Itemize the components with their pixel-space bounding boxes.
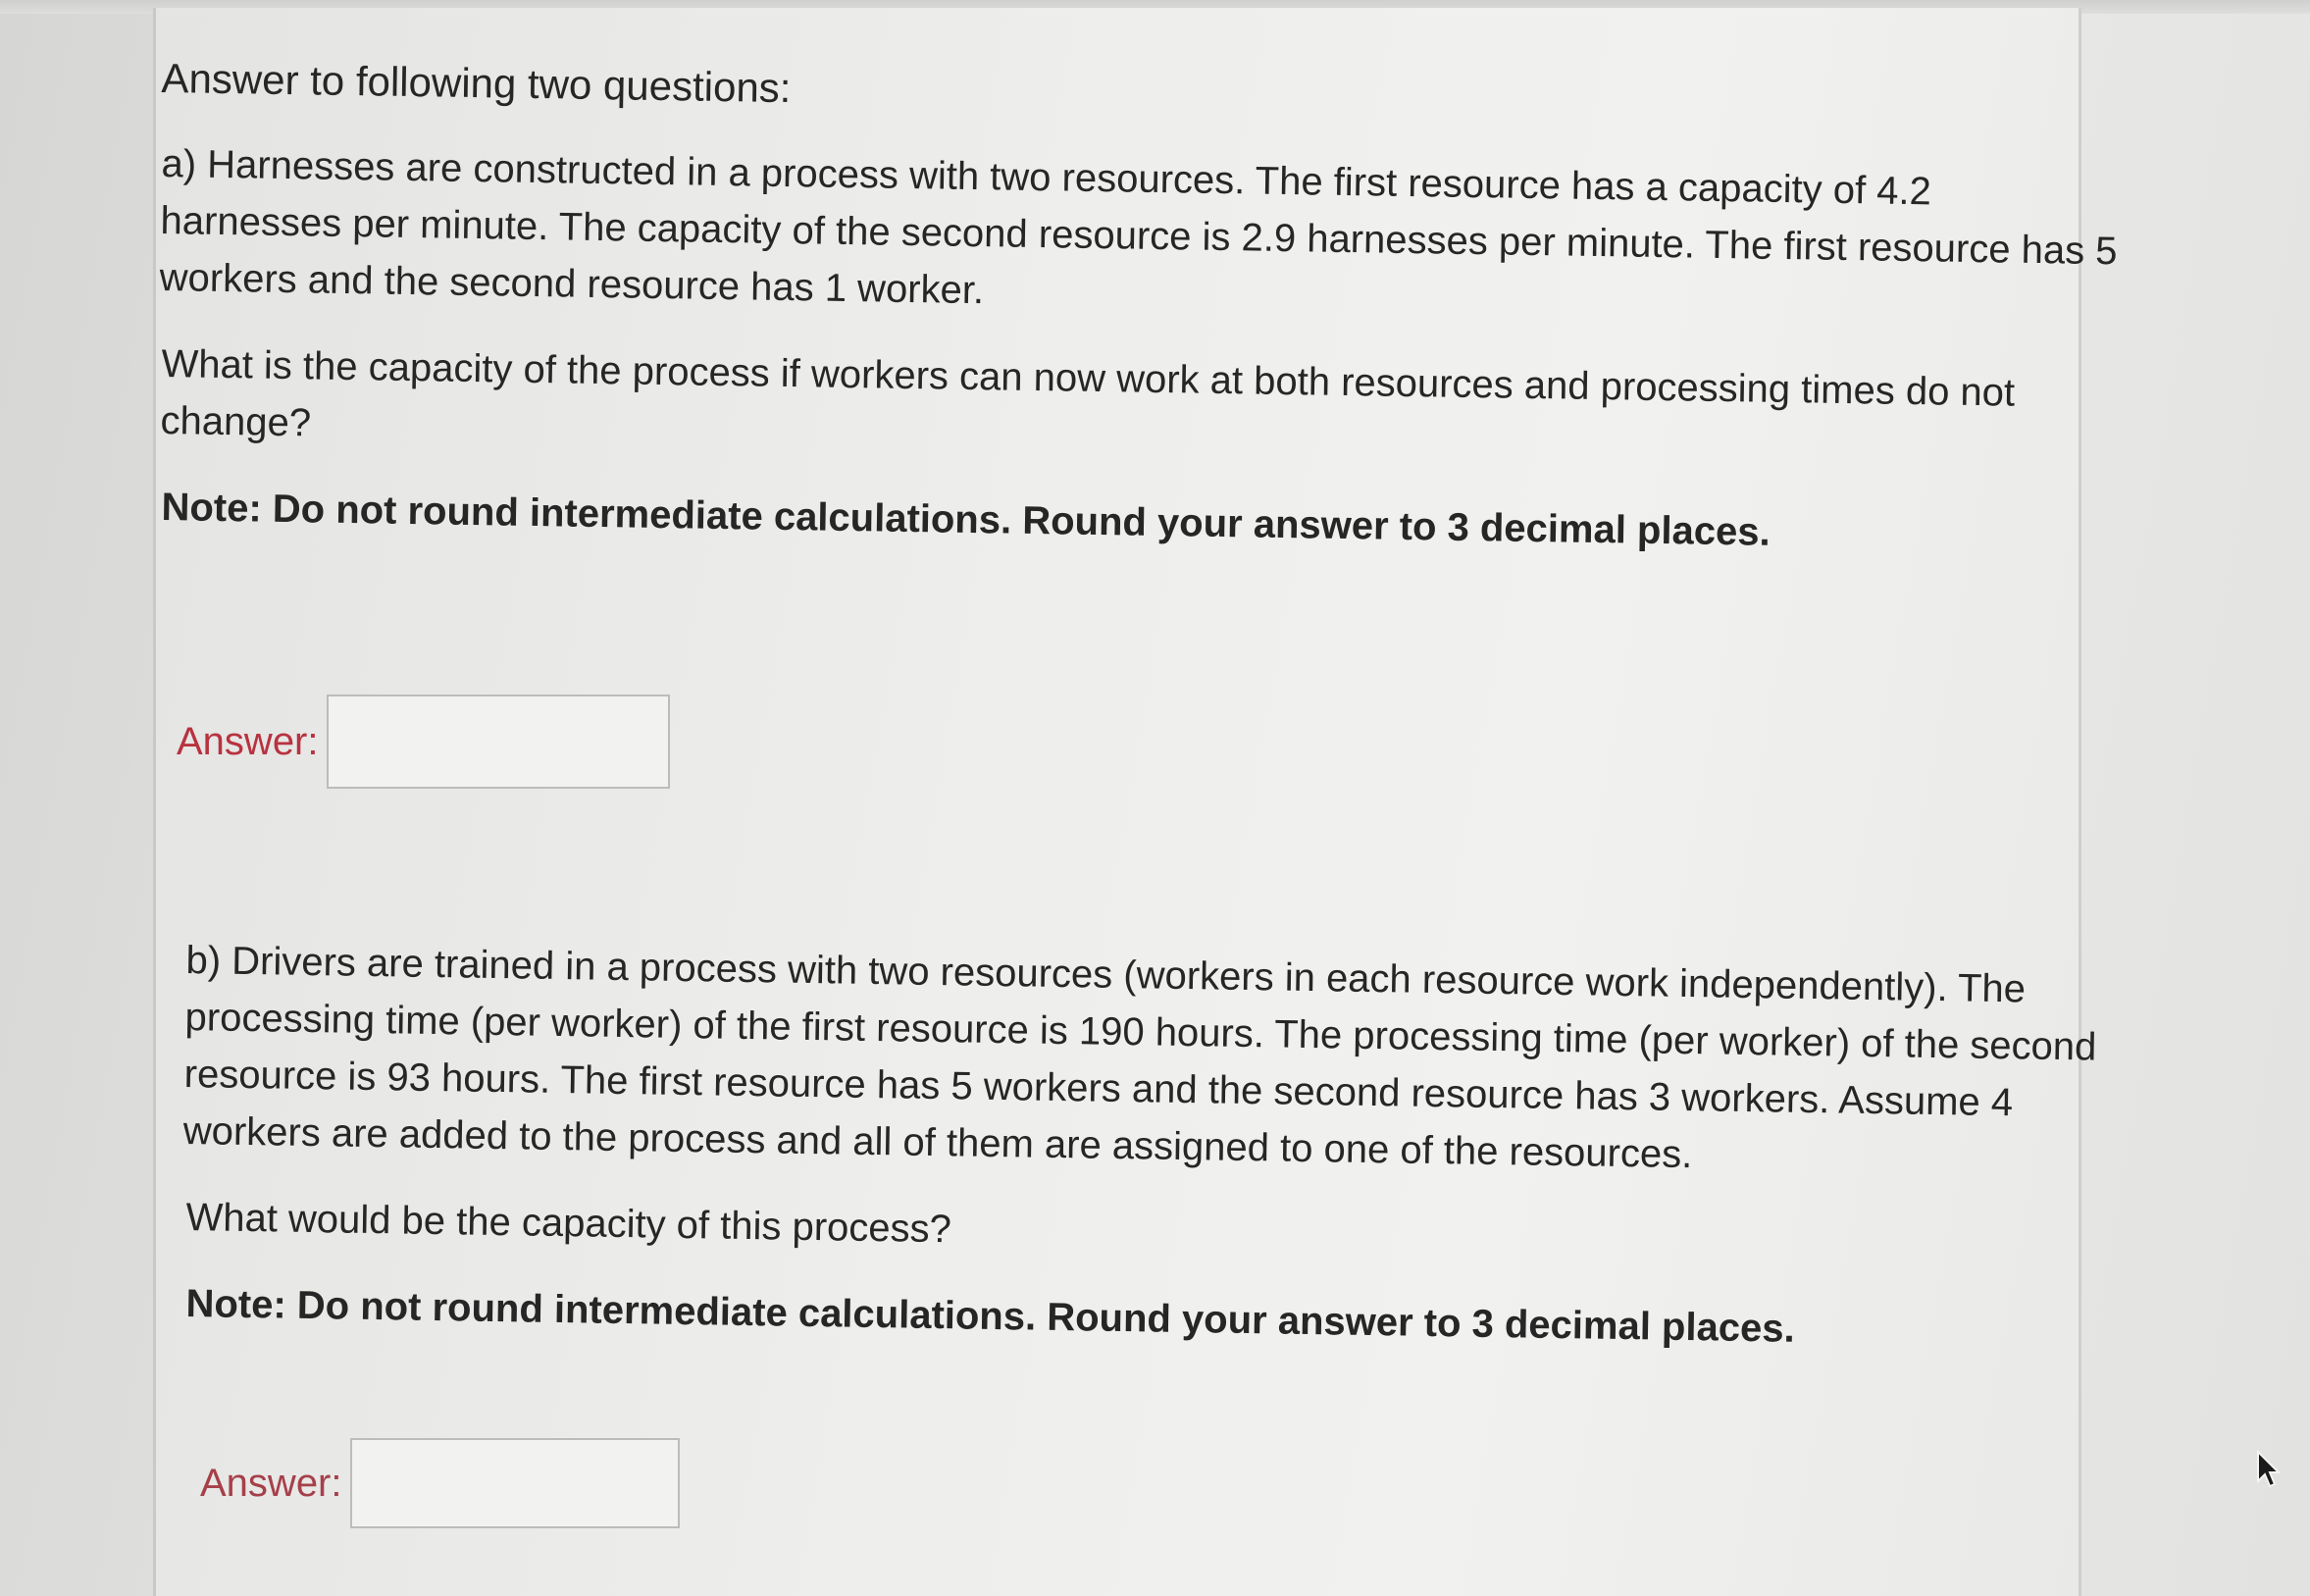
part-a-answer-input[interactable] xyxy=(327,695,670,789)
part-b-note: Note: Do not round intermediate calculations. Round your answer to 3 decimal places. xyxy=(185,1281,1795,1351)
mouse-pointer-icon xyxy=(2254,1450,2282,1489)
part-b-answer-label: Answer: xyxy=(200,1461,342,1505)
question-heading: Answer to following two questions: xyxy=(161,54,792,112)
part-a-answer-label: Answer: xyxy=(177,719,319,763)
part-a-text: a) Harnesses are constructed in a process with two resources. The first resource has a capacity of 4.2 harnesses per minute. The capacity of the second resource is 2.9 harnesses per minute. The first resource has 5 workers and the second resource has 1 worker. xyxy=(159,141,2118,313)
part-b-answer-input[interactable] xyxy=(350,1438,680,1528)
question-content xyxy=(159,49,2118,554)
part-a-question: What is the capacity of the process if workers can now work at both resources and processing times do not change? xyxy=(160,341,2016,445)
part-b-answer-row xyxy=(200,1438,680,1528)
part-b-text: b) Drivers are trained in a process with two resources (workers in each resource work independently). The processing time (per worker) of the first resource is 190 hours. The processing time (per worker) of the second resource is 93 hours. The first resource has 5 workers and the second resource has 3 workers. Assume 4 workers are added to the process and all of them are assigned to one of the resources. xyxy=(182,938,2097,1177)
part-a-answer-row xyxy=(177,695,670,789)
part-b-question: What would be the capacity of this process? xyxy=(185,1195,952,1252)
part-a-note: Note: Do not round intermediate calculations. Round your answer to 3 decimal places. xyxy=(161,485,1771,554)
part-b-content xyxy=(182,932,2129,1351)
